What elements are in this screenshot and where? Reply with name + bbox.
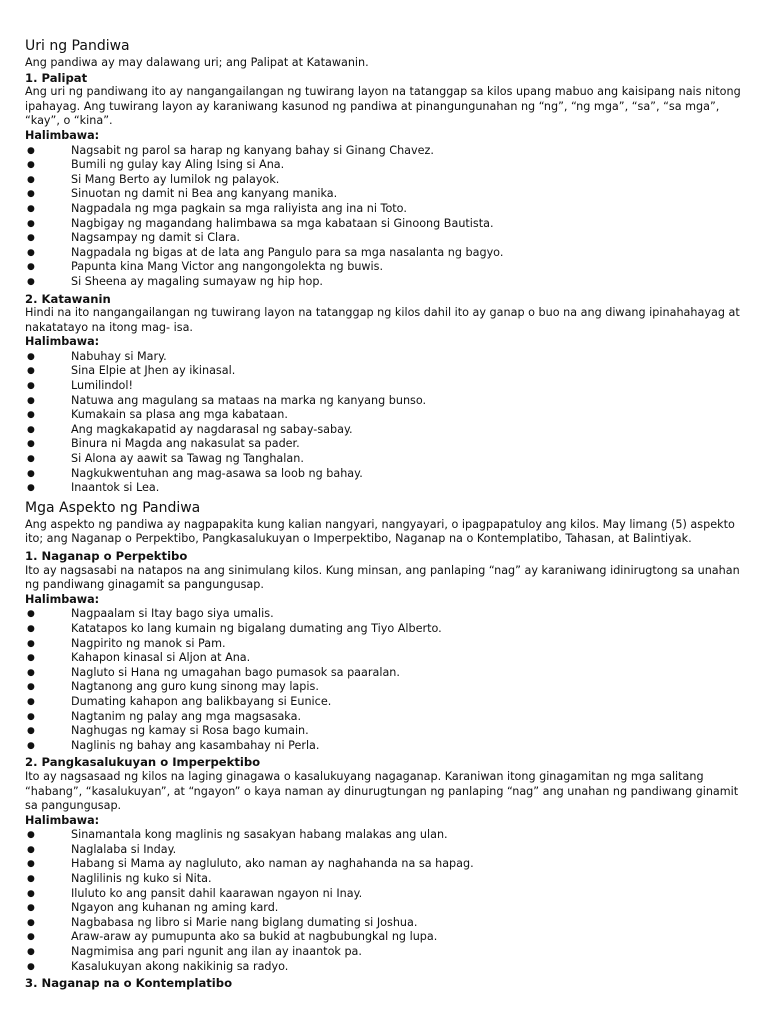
label-halimbawa: Halimbawa: <box>25 128 100 142</box>
bullet-icon: ● <box>27 424 35 435</box>
list-item: ● Nagpirito ng manok si Pam. <box>27 636 226 650</box>
list-item: ● Nabuhay si Mary. <box>27 349 167 363</box>
bullet-icon: ● <box>27 160 35 171</box>
heading-perpektibo: 1. Naganap o Perpektibo <box>25 549 188 563</box>
bullet-icon: ● <box>27 410 35 421</box>
list-item: ● Kahapon kinasal si Aljon at Ana. <box>27 651 251 665</box>
bullet-icon: ● <box>27 395 35 406</box>
bullet-icon: ● <box>27 874 35 885</box>
section-intro-uri: Ang pandiwa ay may dalawang uri; ang Palipat at Katawanin. <box>25 56 369 69</box>
bullet-icon: ● <box>27 233 35 244</box>
section-intro-aspekto: Ang aspekto ng pandiwa ay nagpapakita kung kalian nangyari, nangyayari, o ipagpapatuloy ang kilos. May limang (5) aspekto ito; ang Naganap o Perpektibo, Pangkasalukuyan o Imperpektibo, Naganap na o Kontemplatibo, Tahasan, at Balintiyak. <box>25 517 735 546</box>
bullet-icon: ● <box>27 174 35 185</box>
list-item: ● Naglalaba si Inday. <box>27 842 177 856</box>
heading-kontemplatibo: 3. Naganap na o Kontemplatibo <box>25 976 233 991</box>
heading-palipat: 1. Palipat <box>25 70 88 85</box>
list-item: ● Ngayon ang kuhanan ng aming kard. <box>27 901 279 915</box>
list-item: ● Papunta kina Mang Victor ang nangongolekta ng buwis. <box>27 260 384 274</box>
list-item: ● Naghugas ng kamay si Rosa bago kumain. <box>27 724 309 738</box>
list-item: ● Bumili ng gulay kay Aling Ising si Ana. <box>27 158 285 172</box>
list-item: ● Nagbabasa ng libro si Marie nang biglang dumating si Joshua. <box>27 915 418 929</box>
label-halimbawa: Halimbawa: <box>25 335 100 349</box>
list-item: ● Katatapos ko lang kumain ng bigalang dumating ang Tiyo Alberto. <box>27 621 442 635</box>
list-item: ● Nagluto si Hana ng umagahan bago pumasok sa paaralan. <box>27 665 400 679</box>
bullet-icon: ● <box>27 830 35 841</box>
bullet-icon: ● <box>27 276 35 287</box>
bullet-icon: ● <box>27 653 35 664</box>
heading-imperpektibo: 2. Pangkasalukuyan o Imperpektibo <box>25 755 261 770</box>
bullet-icon: ● <box>27 947 35 958</box>
list-item: ● Natuwa ang magulang sa mataas na marka ng kanyang bunso. <box>27 393 427 407</box>
bullet-icon: ● <box>27 961 35 972</box>
list-item: ● Inaantok si Lea. <box>27 481 160 495</box>
list-perpektibo <box>25 607 744 753</box>
list-item: ● Nagtanim ng palay ang mga magsasaka. <box>27 709 301 723</box>
list-item: ● Nagsabit ng parol sa harap ng kanyang bahay si Ginang Chavez. <box>27 143 434 157</box>
bullet-icon: ● <box>27 623 35 634</box>
list-item: ● Si Sheena ay magaling sumayaw ng hip hop. <box>27 274 323 288</box>
bullet-icon: ● <box>27 381 35 392</box>
text-palipat: Ang uri ng pandiwang ito ay nangangailangan ng tuwirang layon na tatanggap sa kilos upang mabuo ang kaisipang nais nitong ipahayag. Ang tuwirang layon ay karaniwang kasunod ng pandiwa at pinangungunahan ng “ng”, “ng mga”, “sa”, “sa mga”, “kay”, o “kina”. <box>25 85 741 128</box>
bullet-icon: ● <box>27 726 35 737</box>
bullet-icon: ● <box>27 844 35 855</box>
bullet-icon: ● <box>27 262 35 273</box>
bullet-icon: ● <box>27 859 35 870</box>
list-item: ● Naglinis ng bahay ang kasambahay ni Perla. <box>27 738 320 752</box>
section-title-aspekto: Mga Aspekto ng Pandiwa <box>25 499 201 516</box>
list-katawanin <box>25 350 744 496</box>
heading-katawanin: 2. Katawanin <box>25 291 111 306</box>
bullet-icon: ● <box>27 189 35 200</box>
list-item: ● Kasalukuyan akong nakikinig sa radyo. <box>27 959 289 973</box>
text-katawanin: Hindi na ito nangangailangan ng tuwirang layon na tatanggap ng kilos dahil ito ay ganap o buo na ang diwang ipinahahayag at nakatatayo na itong mag- isa. <box>25 306 740 334</box>
list-imperpektibo <box>25 828 744 974</box>
list-item: ● Ang magkakapatid ay nagdarasal ng sabay-sabay. <box>27 422 353 436</box>
list-item: ● Nagpadala ng mga pagkain sa mga raliyista ang ina ni Toto. <box>27 201 407 215</box>
section-title-uri: Uri ng Pandiwa <box>25 38 130 54</box>
list-item: ● Si Mang Berto ay lumilok ng palayok. <box>27 172 280 186</box>
bullet-icon: ● <box>27 740 35 751</box>
bullet-icon: ● <box>27 247 35 258</box>
list-item: ● Sinamantala kong maglinis ng sasakyan habang malakas ang ulan. <box>27 828 448 842</box>
text-imperpektibo: Ito ay nagsasaad ng kilos na laging ginagawa o kasalukuyang nagaganap. Karaniwan itong ginagamitan ng mga salitang “habang”, “kasalukuyan”, at “ngayon” o kaya naman ay dinurugtungan ng panlaping “nag” ang unahan ng pandiwang ginamit sa pangungusap. <box>25 769 739 813</box>
list-item: ● Araw-araw ay pumupunta ako sa bukid at nagbubungkal ng lupa. <box>27 930 438 944</box>
bullet-icon: ● <box>27 439 35 450</box>
bullet-icon: ● <box>27 888 35 899</box>
label-halimbawa: Halimbawa: <box>25 592 100 606</box>
list-item: ● Habang si Mama ay nagluluto, ako naman ay naghahanda na sa hapag. <box>27 857 474 871</box>
list-item: ● Si Alona ay aawit sa Tawag ng Tanghalan. <box>27 452 304 466</box>
text-perpektibo: Ito ay nagsasabi na natapos na ang sinimulang kilos. Kung minsan, ang panlaping “nag” ay karaniwang idinirugtong sa unahan ng pandiwang ginagamit sa pangungusap. <box>25 563 740 592</box>
list-item: ● Nagtanong ang guro kung sinong may lapis. <box>27 680 319 694</box>
bullet-icon: ● <box>27 696 35 707</box>
bullet-icon: ● <box>27 351 35 362</box>
bullet-icon: ● <box>27 682 35 693</box>
list-item: ● Iluluto ko ang pansit dahil kaarawan ngayon ni Inay. <box>27 886 363 900</box>
bullet-icon: ● <box>27 711 35 722</box>
list-item: ● Naglilinis ng kuko si Nita. <box>27 872 212 886</box>
list-item: ● Nagmimisa ang pari ngunit ang ilan ay inaantok pa. <box>27 945 362 959</box>
bullet-icon: ● <box>27 483 35 494</box>
bullet-icon: ● <box>27 609 35 620</box>
bullet-icon: ● <box>27 638 35 649</box>
bullet-icon: ● <box>27 145 35 156</box>
bullet-icon: ● <box>27 454 35 465</box>
bullet-icon: ● <box>27 203 35 214</box>
list-item: ● Nagpadala ng bigas at de lata ang Pangulo para sa mga nasalanta ng bagyo. <box>27 245 504 259</box>
label-halimbawa: Halimbawa: <box>25 813 100 827</box>
bullet-icon: ● <box>27 932 35 943</box>
list-item: ● Sinuotan ng damit ni Bea ang kanyang manika. <box>27 187 338 201</box>
list-item: ● Nagkukwentuhan ang mag-asawa sa loob ng bahay. <box>27 466 363 480</box>
list-palipat <box>25 144 744 290</box>
list-item: ● Dumating kahapon ang balikbayang si Eunice. <box>27 694 332 708</box>
bullet-icon: ● <box>27 917 35 928</box>
list-item: ● Lumilindol! <box>27 379 133 393</box>
bullet-icon: ● <box>27 366 35 377</box>
list-item: ● Nagsampay ng damit si Clara. <box>27 231 240 245</box>
bullet-icon: ● <box>27 218 35 229</box>
list-item: ● Nagpaalam si Itay bago siya umalis. <box>27 607 274 621</box>
bullet-icon: ● <box>27 468 35 479</box>
list-item: ● Binura ni Magda ang nakasulat sa pader. <box>27 437 300 451</box>
list-item: ● Sina Elpie at Jhen ay ikinasal. <box>27 364 236 378</box>
list-item: ● Nagbigay ng magandang halimbawa sa mga kabataan si Ginoong Bautista. <box>27 216 494 230</box>
bullet-icon: ● <box>27 903 35 914</box>
bullet-icon: ● <box>27 667 35 678</box>
list-item: ● Kumakain sa plasa ang mga kabataan. <box>27 408 288 422</box>
